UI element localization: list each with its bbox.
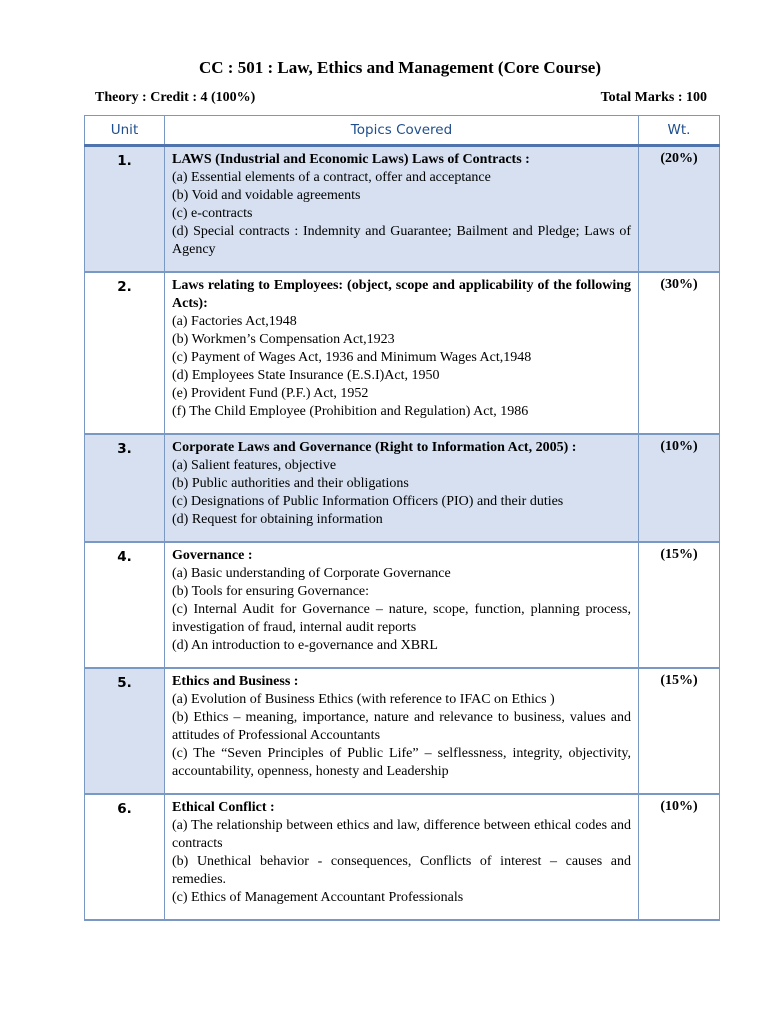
topics-cell (165, 542, 639, 668)
topic-item: (c) Payment of Wages Act, 1936 and Minimum Wages Act,1948 (172, 349, 532, 365)
topic-title: Ethics and Business : (172, 673, 299, 689)
unit-number: 3. (85, 434, 165, 542)
topic-item: (b) Workmen’s Compensation Act,1923 (172, 331, 395, 347)
unit-number: 5. (85, 668, 165, 794)
topic-item: (b) Unethical behavior - consequences, Conflicts of interest – causes and remedies. (172, 853, 631, 887)
header-topics: Topics Covered (165, 116, 639, 146)
topic-title: LAWS (Industrial and Economic Laws) Laws of Contracts : (172, 152, 530, 167)
topics-cell (165, 794, 639, 920)
unit-number: 2. (85, 272, 165, 434)
unit-weight: (15%) (639, 668, 720, 794)
topics-cell (165, 146, 639, 272)
theory-credit: Theory : Credit : 4 (100%) (95, 90, 256, 105)
topic-item: (a) Essential elements of a contract, offer and acceptance (172, 170, 491, 185)
unit-weight: (15%) (639, 542, 720, 668)
topics-cell (165, 272, 639, 434)
unit-number: 4. (85, 542, 165, 668)
unit-weight: (10%) (639, 794, 720, 920)
topic-item: (d) Request for obtaining information (172, 511, 383, 527)
topic-item: (a) Factories Act,1948 (172, 313, 297, 329)
topic-item: (b) Tools for ensuring Governance: (172, 583, 370, 599)
topic-item: (c) Internal Audit for Governance – nature, scope, function, planning process, investigation of fraud, internal audit reports (172, 601, 631, 635)
table-header-row (85, 116, 720, 146)
topic-item: (f) The Child Employee (Prohibition and Regulation) Act, 1986 (172, 403, 529, 419)
table-row (85, 794, 720, 920)
topic-title: Laws relating to Employees: (object, scope and applicability of the following Acts): (172, 277, 631, 311)
topics-cell (165, 434, 639, 542)
topic-item: (d) Employees State Insurance (E.S.I)Act, 1950 (172, 367, 440, 383)
header-unit: Unit (85, 116, 165, 146)
topic-item: (c) Designations of Public Information Officers (PIO) and their duties (172, 493, 564, 509)
unit-weight: (10%) (639, 434, 720, 542)
table-row (85, 542, 720, 668)
table-row (85, 434, 720, 542)
unit-number: 6. (85, 794, 165, 920)
topic-item: (c) e-contracts (172, 206, 253, 221)
topic-item: (a) Evolution of Business Ethics (with reference to IFAC on Ethics ) (172, 691, 555, 707)
topic-item: (a) The relationship between ethics and law, difference between ethical codes and contracts (172, 817, 631, 851)
topic-item: (e) Provident Fund (P.F.) Act, 1952 (172, 385, 369, 401)
topic-item: (b) Void and voidable agreements (172, 188, 361, 203)
topic-item: (c) Ethics of Management Accountant Professionals (172, 889, 464, 905)
table-row (85, 146, 720, 272)
table-row (85, 668, 720, 794)
topic-item: (a) Salient features, objective (172, 457, 337, 473)
topic-title: Governance : (172, 547, 253, 563)
total-marks: Total Marks : 100 (600, 90, 707, 105)
topics-cell (165, 668, 639, 794)
unit-number: 1. (85, 146, 165, 272)
header-weight: Wt. (639, 116, 720, 146)
topic-title: Ethical Conflict : (172, 799, 275, 815)
topic-title: Corporate Laws and Governance (Right to Information Act, 2005) : (172, 439, 577, 455)
topic-item: (b) Ethics – meaning, importance, nature and relevance to business, values and attitudes of Professional Accountants (172, 709, 631, 743)
syllabus-table (84, 115, 720, 921)
topic-item: (c) The “Seven Principles of Public Life” – selflessness, integrity, objectivity, accountability, openness, honesty and Leadership (172, 745, 631, 779)
table-row (85, 272, 720, 434)
unit-weight: (30%) (639, 272, 720, 434)
topic-item: (d) An introduction to e-governance and XBRL (172, 637, 438, 653)
topic-item: (d) Special contracts : Indemnity and Guarantee; Bailment and Pledge; Laws of Agency (172, 224, 631, 257)
unit-weight: (20%) (639, 146, 720, 272)
topic-item: (a) Basic understanding of Corporate Governance (172, 565, 451, 581)
course-title: CC : 501 : Law, Ethics and Management (Core Course) (199, 58, 601, 77)
topic-item: (b) Public authorities and their obligations (172, 475, 409, 491)
